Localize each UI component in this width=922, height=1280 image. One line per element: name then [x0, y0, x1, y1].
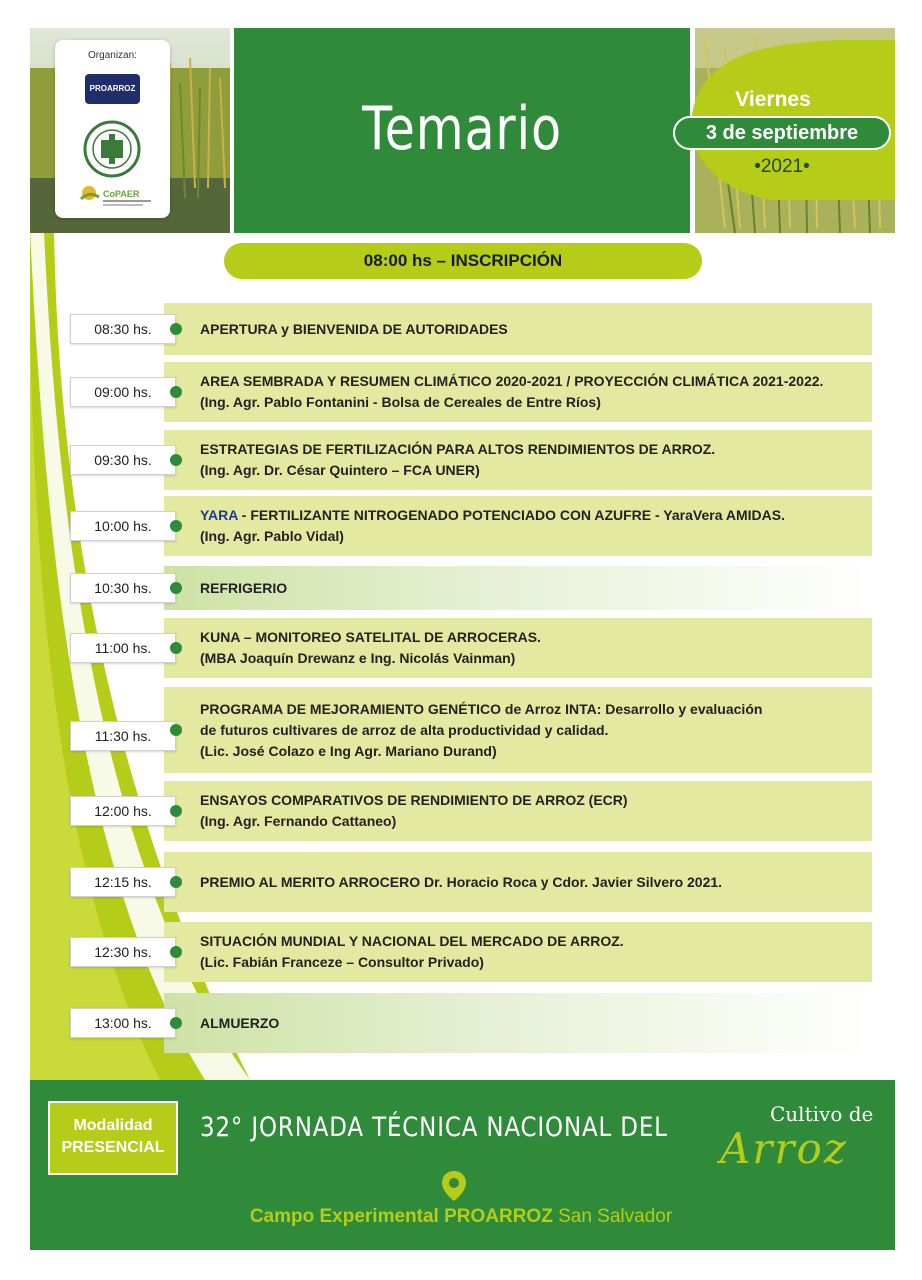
schedule-topic	[200, 872, 868, 893]
modality-badge	[48, 1101, 178, 1175]
schedule-topic	[200, 627, 868, 669]
schedule-time: 11:00 hs.	[70, 633, 176, 663]
copaer-logo	[77, 183, 157, 211]
schedule-topic-line: (Lic. José Colazo e Ing Agr. Mariano Durand)	[200, 742, 497, 759]
schedule-time: 09:00 hs.	[70, 377, 176, 407]
copaer-logo-text: CoPAER	[103, 189, 140, 199]
schedule-time: 09:30 hs.	[70, 445, 176, 475]
schedule-row	[0, 496, 922, 556]
schedule-topic-line: (Ing. Agr. Pablo Vidal)	[200, 528, 344, 544]
event-name: 32° JORNADA TÉCNICA NACIONAL DEL	[200, 1112, 668, 1143]
schedule-row	[0, 781, 922, 841]
schedule-topic	[200, 439, 868, 481]
schedule-row	[0, 922, 922, 982]
modality-label: Modalidad	[73, 1117, 153, 1134]
schedule-row	[0, 362, 922, 422]
schedule-topic-line: (Ing. Agr. Pablo Fontanini - Bolsa de Cereales de Entre Ríos)	[200, 394, 601, 410]
event-date	[673, 62, 895, 192]
timeline-dot-icon	[170, 724, 182, 736]
timeline-dot-icon	[170, 1017, 182, 1029]
schedule-row	[0, 566, 922, 610]
cultivo-arroz-logo	[712, 1094, 882, 1184]
schedule-topic	[200, 505, 868, 547]
schedule-topic	[200, 371, 868, 413]
timeline-dot-icon	[170, 876, 182, 888]
schedule-topic-line: APERTURA y BIENVENIDA DE AUTORIDADES	[200, 320, 508, 337]
schedule-time: 11:30 hs.	[70, 721, 176, 751]
modality-value: PRESENCIAL	[61, 1139, 165, 1156]
event-day: Viernes	[735, 88, 811, 111]
schedule-time: 12:30 hs.	[70, 937, 176, 967]
schedule-topic-line: PROGRAMA DE MEJORAMIENTO GENÉTICO de Arroz INTA: Desarrollo y evaluación	[200, 700, 763, 717]
timeline-dot-icon	[170, 946, 182, 958]
timeline-dot-icon	[170, 386, 182, 398]
schedule-row	[0, 687, 922, 773]
schedule-topic	[200, 931, 868, 973]
venue-name: Campo Experimental PROARROZ	[249, 1206, 553, 1227]
registration-banner: 08:00 hs – INSCRIPCIÓN	[224, 243, 702, 279]
schedule-row	[0, 430, 922, 490]
schedule-topic	[200, 1013, 868, 1034]
schedule-time: 10:00 hs.	[70, 511, 176, 541]
schedule-topic-line: (Ing. Agr. Dr. César Quintero – FCA UNER)	[200, 462, 480, 478]
schedule-topic-line: de futuros cultivares de arroz de alta productividad y calidad.	[200, 721, 609, 738]
schedule-row	[0, 618, 922, 678]
timeline-dot-icon	[170, 454, 182, 466]
timeline-dot-icon	[170, 323, 182, 335]
location-pin-icon	[441, 1170, 467, 1202]
schedule-topic-line: ENSAYOS COMPARATIVOS DE RENDIMIENTO DE ARROZ (ECR)	[200, 792, 628, 808]
schedule-row	[0, 852, 922, 912]
schedule-topic-line: REFRIGERIO	[200, 579, 288, 596]
schedule-time: 12:00 hs.	[70, 796, 176, 826]
timeline-dot-icon	[170, 520, 182, 532]
schedule-topic-line	[200, 505, 868, 526]
event-year: •2021•	[754, 156, 810, 177]
schedule-topic-line: SITUACIÓN MUNDIAL Y NACIONAL DEL MERCADO DE ARROZ.	[200, 933, 624, 949]
venue-city: San Salvador	[552, 1206, 673, 1227]
timeline-dot-icon	[170, 642, 182, 654]
schedule-topic-line-text: - FERTILIZANTE NITROGENADO POTENCIADO CON AZUFRE - YaraVera AMIDAS.	[237, 507, 785, 523]
schedule-topic	[200, 699, 868, 762]
title-banner	[234, 28, 690, 233]
schedule-row	[0, 303, 922, 355]
schedule-time: 10:30 hs.	[70, 573, 176, 603]
timeline-dot-icon	[170, 582, 182, 594]
schedule-row	[0, 993, 922, 1053]
schedule-time: 13:00 hs.	[70, 1008, 176, 1038]
page-title: Temario	[362, 94, 562, 164]
schedule-topic-line: PREMIO AL MERITO ARROCERO Dr. Horacio Roca y Cdor. Javier Silvero 2021.	[200, 873, 723, 890]
event-date-pill: 3 de septiembre	[673, 116, 891, 150]
cultivo-logo-line1: Cultivo de	[770, 1102, 874, 1126]
schedule-topic-line: (MBA Joaquín Drewanz e Ing. Nicolás Vainman)	[200, 650, 516, 666]
schedule-topic-line: AREA SEMBRADA Y RESUMEN CLIMÁTICO 2020-2021 / PROYECCIÓN CLIMÁTICA 2021-2022.	[200, 373, 824, 389]
yara-brand: YARA	[200, 507, 238, 523]
venue-text	[0, 1206, 922, 1228]
schedule-time: 12:15 hs.	[70, 867, 176, 897]
organizers-label: Organizan:	[88, 50, 137, 61]
schedule-topic-line: ALMUERZO	[200, 1014, 280, 1031]
schedule-topic-line: ESTRATEGIAS DE FERTILIZACIÓN PARA ALTOS RENDIMIENTOS DE ARROZ.	[200, 441, 716, 457]
entre-rios-seal-logo	[83, 120, 141, 178]
schedule-topic	[200, 578, 868, 599]
organizers-card	[55, 40, 170, 218]
timeline-dot-icon	[170, 805, 182, 817]
schedule-time: 08:30 hs.	[70, 314, 176, 344]
schedule-topic	[200, 790, 868, 832]
schedule-topic-line: (Lic. Fabián Franceze – Consultor Privado)	[200, 954, 484, 970]
proarroz-logo: PROARROZ	[85, 74, 140, 104]
cultivo-logo-line2: Arroz	[720, 1124, 848, 1173]
schedule-topic	[200, 319, 868, 340]
schedule-topic-line: KUNA – MONITOREO SATELITAL DE ARROCERAS.	[200, 629, 541, 645]
schedule-topic-line: (Ing. Agr. Fernando Cattaneo)	[200, 813, 397, 829]
